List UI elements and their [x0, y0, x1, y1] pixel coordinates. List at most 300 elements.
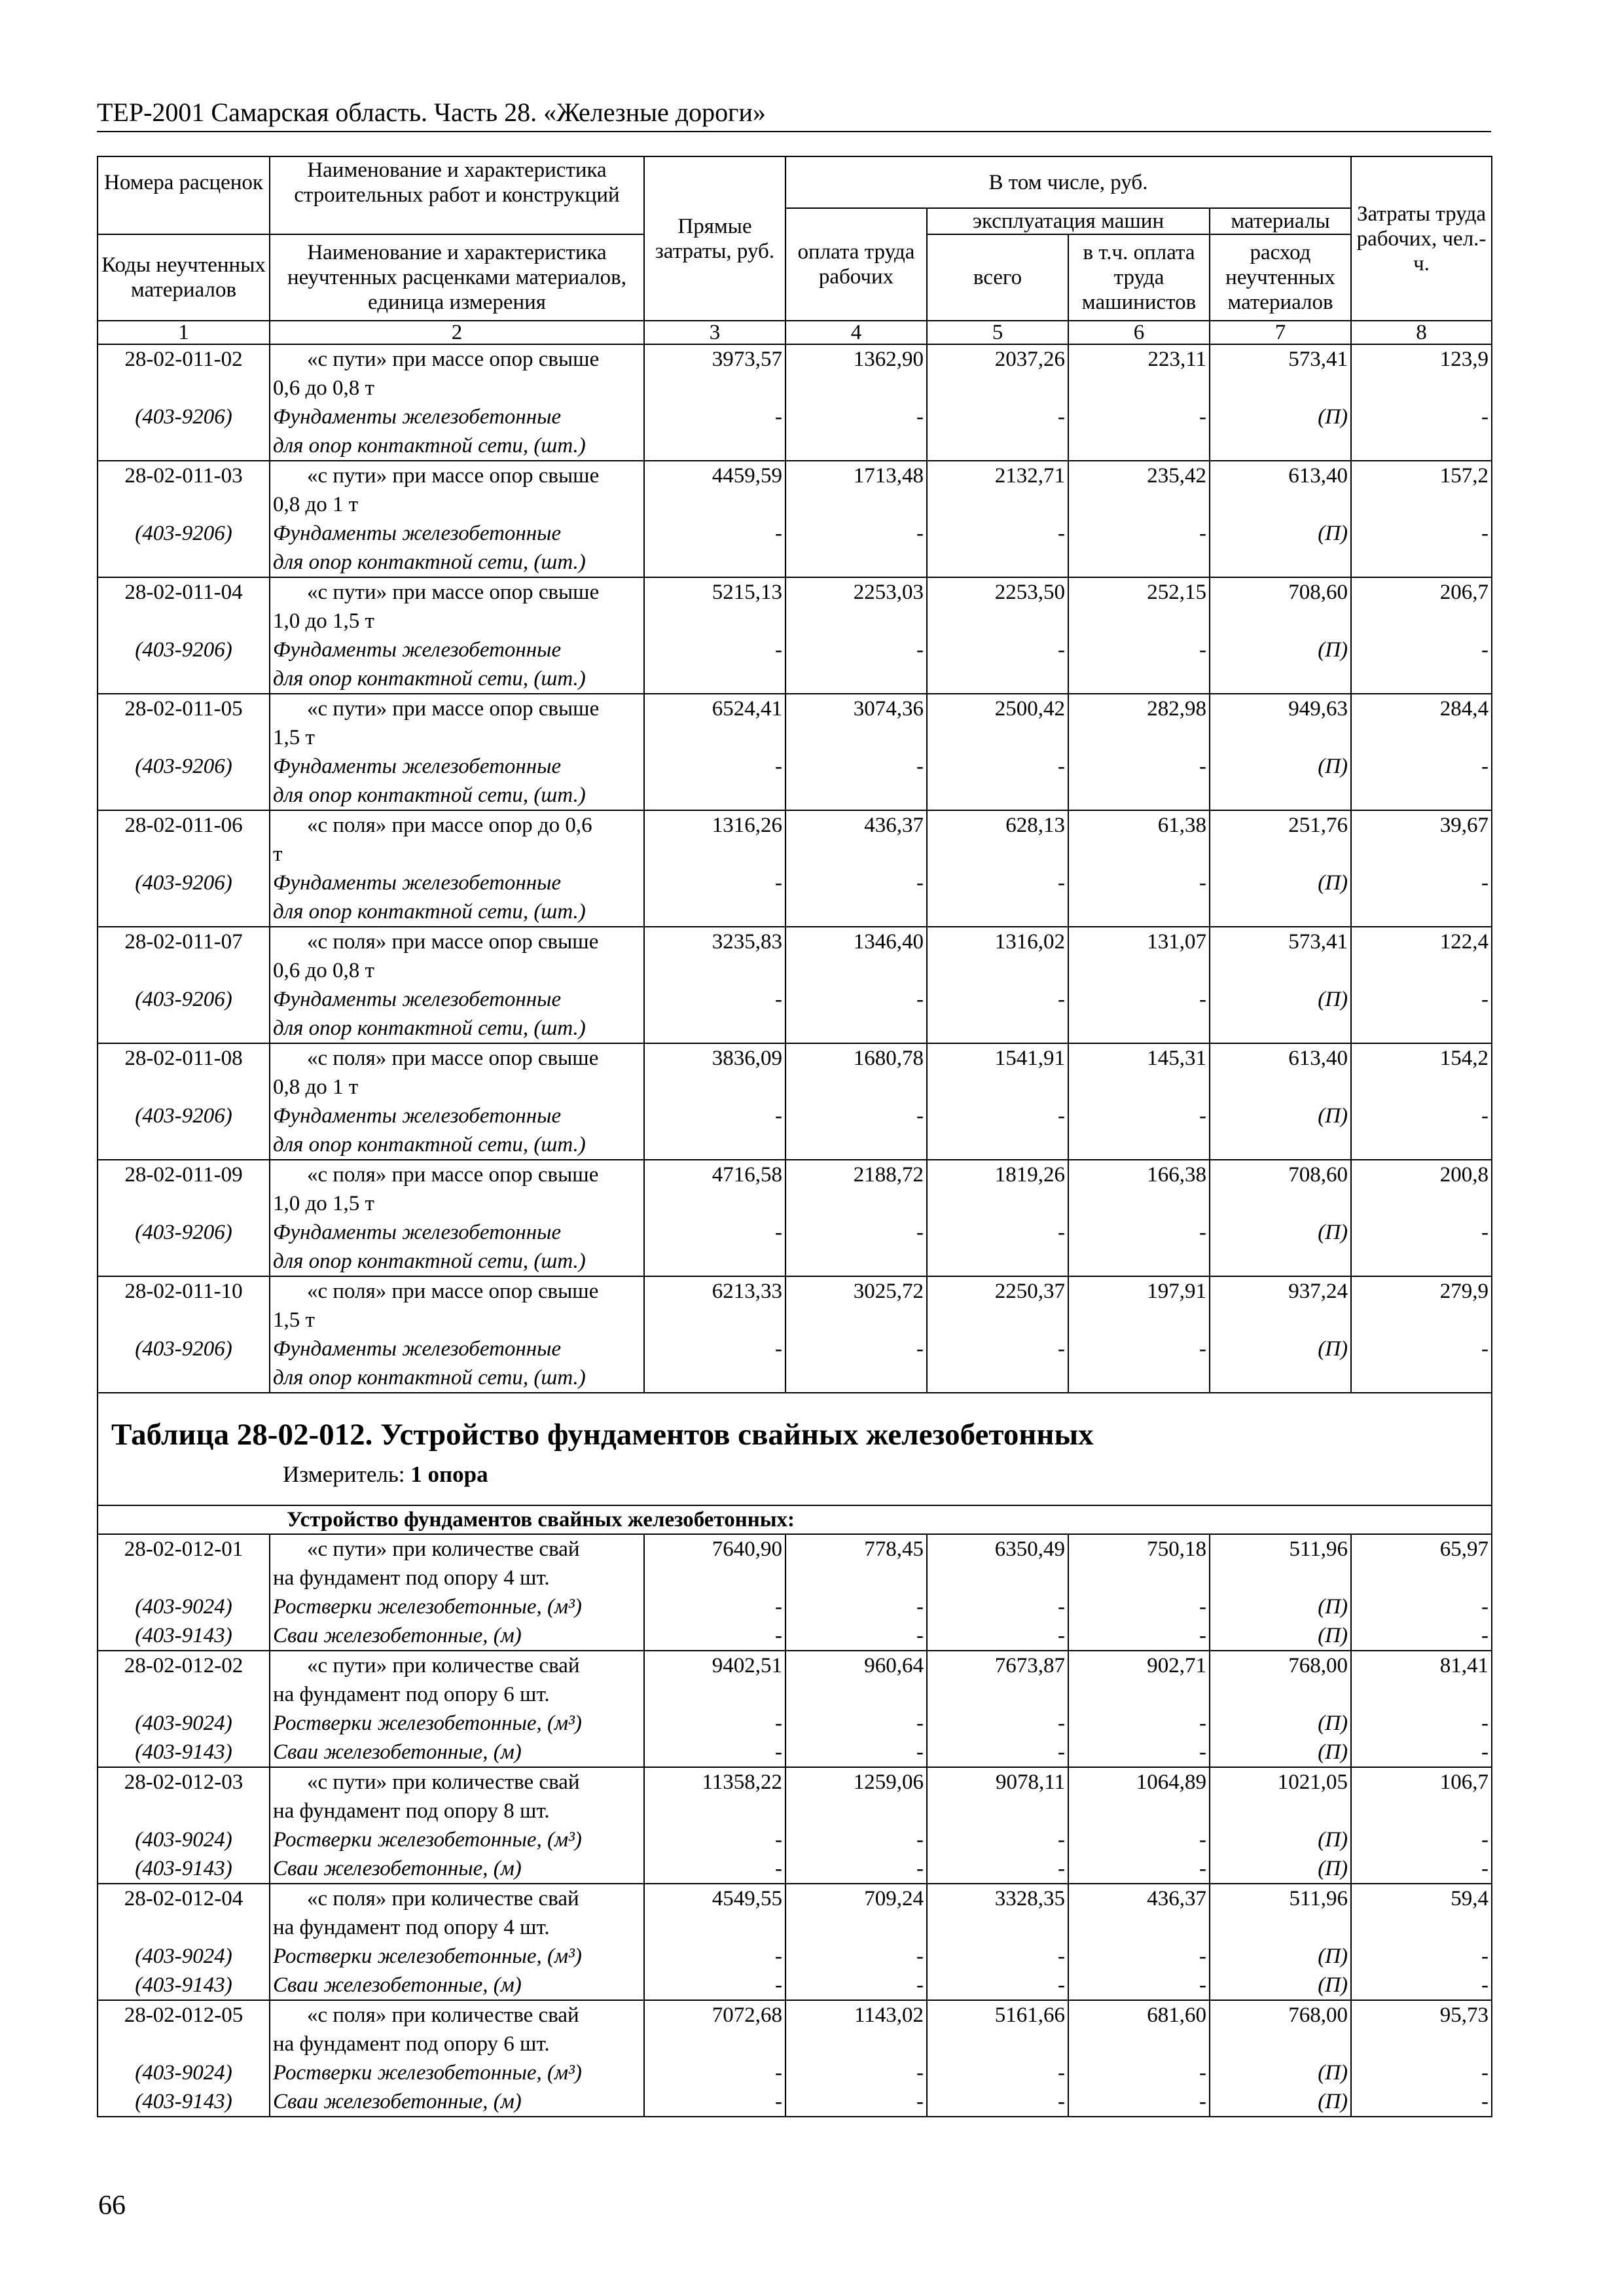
material-name: Ростверки железобетонные, (м³) — [273, 1945, 582, 1968]
spacer — [1354, 840, 1489, 869]
material-flag: (П) — [1318, 871, 1348, 895]
table-row — [98, 927, 1492, 1043]
rates-table — [97, 156, 1492, 2117]
spacer — [1354, 897, 1489, 926]
spacer — [1072, 1363, 1206, 1392]
material-name: Фундаменты железобетонные — [273, 638, 562, 662]
value: 6213,33 — [712, 1280, 782, 1303]
value: 2253,50 — [994, 581, 1065, 604]
rate-name-cont: 0,8 до 1 т — [273, 493, 359, 516]
value: 65,97 — [1439, 1537, 1489, 1561]
dash: - — [916, 1337, 924, 1361]
dash: - — [775, 1945, 782, 1968]
spacer — [101, 1247, 266, 1276]
table-title: Таблица 28-02-012. Устройство фундаментов свайных железобетонных — [111, 1418, 1094, 1452]
rate-code: 28-02-012-05 — [124, 2003, 244, 2027]
col-labor-pay: оплата труда рабочих — [785, 208, 927, 321]
spacer — [647, 1130, 782, 1159]
dash: - — [1058, 988, 1065, 1011]
spacer — [647, 1564, 782, 1592]
spacer — [1213, 897, 1348, 926]
table-row — [98, 1651, 1492, 1767]
value: 81,41 — [1439, 1654, 1489, 1677]
material-flag: (П) — [1318, 1337, 1348, 1361]
value-cell — [1210, 1276, 1351, 1393]
spacer — [789, 1014, 924, 1043]
col-name-top: Наименование и характеристика строительных работ и конструкций — [270, 156, 644, 208]
value-cell — [644, 1043, 785, 1160]
value: 2037,26 — [994, 348, 1065, 371]
col-num: 8 — [1351, 321, 1492, 344]
spacer — [101, 1073, 266, 1102]
material-name-cont: для опор контактной сети, (шт.) — [273, 1249, 586, 1273]
spacer — [1354, 723, 1489, 752]
spacer — [1213, 1247, 1348, 1276]
value: 573,41 — [1288, 348, 1348, 371]
material-code: (403-9206) — [135, 755, 232, 778]
dash: - — [916, 522, 924, 545]
col-machines-incl: в т.ч. оплата труда машинистов — [1068, 234, 1210, 321]
table-row — [98, 2000, 1492, 2117]
dash: - — [1058, 1857, 1065, 1880]
value-cell — [644, 1651, 785, 1767]
spacer — [1213, 1680, 1348, 1709]
value: 1143,02 — [854, 2003, 924, 2027]
spacer — [1354, 1130, 1489, 1159]
spacer — [101, 781, 266, 810]
spacer — [1213, 490, 1348, 519]
rate-name-cell — [270, 577, 644, 694]
rate-name-cell — [270, 1160, 644, 1276]
spacer — [647, 664, 782, 693]
spacer — [789, 1306, 924, 1335]
value-cell — [1351, 810, 1492, 927]
value-cell — [1068, 1884, 1210, 2000]
table-row — [98, 1767, 1492, 1884]
dash: - — [916, 1221, 924, 1244]
value: 1064,89 — [1136, 1770, 1206, 1794]
col-num: 4 — [785, 321, 927, 344]
value: 511,96 — [1289, 1537, 1348, 1561]
value: 251,76 — [1288, 814, 1348, 837]
spacer — [930, 1913, 1065, 1942]
value-cell — [1210, 1160, 1351, 1276]
value-cell — [1210, 1043, 1351, 1160]
spacer — [1354, 1073, 1489, 1102]
dash: - — [775, 1337, 782, 1361]
rate-code-cell — [98, 461, 270, 577]
value: 252,15 — [1147, 581, 1206, 604]
value-cell — [1210, 1534, 1351, 1651]
dash: - — [775, 871, 782, 895]
dash: - — [1058, 1945, 1065, 1968]
col-codes-spacer — [98, 208, 270, 234]
value-cell — [1068, 344, 1210, 461]
dash: - — [1481, 1595, 1489, 1619]
value-cell — [927, 1767, 1068, 1884]
value-cell — [927, 1276, 1068, 1393]
rate-name-cont: 1,0 до 1,5 т — [273, 609, 374, 633]
dash: - — [775, 405, 782, 429]
value: 197,91 — [1147, 1280, 1206, 1303]
spacer — [930, 431, 1065, 460]
dash: - — [775, 1828, 782, 1852]
col-materials: материалы — [1210, 208, 1351, 234]
table-row — [98, 1534, 1492, 1651]
value-cell — [1351, 1884, 1492, 2000]
spacer — [930, 490, 1065, 519]
rate-code: 28-02-011-09 — [124, 1163, 243, 1187]
rate-name: «с пути» при количестве свай — [307, 1654, 580, 1677]
value: 206,7 — [1439, 581, 1489, 604]
table-row — [98, 1160, 1492, 1276]
value: 200,8 — [1439, 1163, 1489, 1187]
dash: - — [1481, 1712, 1489, 1735]
measure-label: Измеритель: — [283, 1462, 405, 1487]
value-cell — [927, 1884, 1068, 2000]
material-name: Фундаменты железобетонные — [273, 988, 562, 1011]
rate-name-cont: т — [273, 842, 283, 866]
rate-code: 28-02-012-02 — [124, 1654, 244, 1677]
table-row — [98, 694, 1492, 810]
rate-code: 28-02-011-03 — [124, 464, 243, 488]
rate-name-cell — [270, 1276, 644, 1393]
value: 1259,06 — [853, 1770, 924, 1794]
value: 768,00 — [1288, 1654, 1348, 1677]
value-cell — [1210, 1651, 1351, 1767]
value: 123,9 — [1439, 348, 1489, 371]
value: 235,42 — [1147, 464, 1206, 488]
value-cell — [644, 1160, 785, 1276]
value-cell — [644, 1276, 785, 1393]
rate-name-cont: 1,0 до 1,5 т — [273, 1192, 374, 1215]
spacer — [647, 956, 782, 985]
col-num: 5 — [927, 321, 1068, 344]
rate-code-cell — [98, 1160, 270, 1276]
value-cell — [1351, 1043, 1492, 1160]
dash: - — [1058, 1104, 1065, 1128]
spacer — [930, 1189, 1065, 1218]
dash: - — [1058, 1595, 1065, 1619]
value: 223,11 — [1147, 348, 1206, 371]
table-row — [98, 1884, 1492, 2000]
rate-name-cell — [270, 1884, 644, 2000]
spacer — [1354, 1797, 1489, 1825]
spacer — [789, 548, 924, 577]
value: 937,24 — [1288, 1280, 1348, 1303]
spacer — [1072, 781, 1206, 810]
dash: - — [1199, 522, 1206, 545]
material-name: Фундаменты железобетонные — [273, 871, 562, 895]
material-code: (403-9206) — [135, 1104, 232, 1128]
material-code: (403-9206) — [135, 1221, 232, 1244]
material-code: (403-9143) — [135, 1857, 232, 1880]
value-cell — [1210, 810, 1351, 927]
value-cell — [1210, 927, 1351, 1043]
spacer — [1213, 1564, 1348, 1592]
value: 1819,26 — [994, 1163, 1065, 1187]
spacer — [647, 840, 782, 869]
rate-name-cont: 0,6 до 0,8 т — [273, 376, 374, 400]
spacer — [1354, 956, 1489, 985]
rate-code: 28-02-011-07 — [124, 930, 243, 954]
value: 3025,72 — [853, 1280, 924, 1303]
spacer — [647, 607, 782, 636]
spacer — [1213, 723, 1348, 752]
material-name-cont: для опор контактной сети, (шт.) — [273, 434, 586, 457]
spacer — [101, 956, 266, 985]
spacer — [1072, 1680, 1206, 1709]
spacer — [789, 897, 924, 926]
spacer — [101, 1130, 266, 1159]
value: 681,60 — [1147, 2003, 1206, 2027]
value-cell — [927, 1160, 1068, 1276]
value-cell — [1351, 344, 1492, 461]
dash: - — [1199, 1337, 1206, 1361]
spacer — [789, 840, 924, 869]
dash: - — [1481, 1857, 1489, 1880]
spacer — [1213, 840, 1348, 869]
value: 154,2 — [1439, 1047, 1489, 1070]
rate-code-cell — [98, 1884, 270, 2000]
table-title-cell — [98, 1393, 1492, 1505]
value-cell — [644, 577, 785, 694]
spacer — [1354, 1363, 1489, 1392]
value: 122,4 — [1439, 930, 1489, 954]
dash: - — [1058, 1973, 1065, 1997]
value-cell — [785, 1884, 927, 2000]
value: 4716,58 — [712, 1163, 782, 1187]
spacer — [930, 897, 1065, 926]
spacer — [789, 374, 924, 403]
value: 4459,59 — [712, 464, 782, 488]
spacer — [1072, 897, 1206, 926]
spacer — [647, 897, 782, 926]
dash: - — [1199, 1945, 1206, 1968]
dash: - — [1058, 755, 1065, 778]
rate-name: «с пути» при массе опор свыше — [307, 581, 600, 604]
rate-code: 28-02-011-10 — [124, 1280, 243, 1303]
value: 1346,40 — [853, 930, 924, 954]
spacer — [101, 374, 266, 403]
dash: - — [916, 1712, 924, 1735]
rate-name: «с поля» при количестве свай — [307, 2003, 579, 2027]
dash: - — [1058, 1740, 1065, 1764]
dash: - — [1481, 1104, 1489, 1128]
spacer — [1354, 1913, 1489, 1942]
value-cell — [644, 694, 785, 810]
spacer — [789, 1564, 924, 1592]
value-cell — [927, 1043, 1068, 1160]
dash: - — [1481, 871, 1489, 895]
value-cell — [785, 1043, 927, 1160]
spacer — [1072, 2030, 1206, 2058]
value: 6350,49 — [994, 1537, 1065, 1561]
value: 131,07 — [1147, 930, 1206, 954]
material-flag: (П) — [1318, 638, 1348, 662]
value-cell — [644, 1884, 785, 2000]
value: 95,73 — [1439, 2003, 1489, 2027]
spacer — [930, 1363, 1065, 1392]
value-cell — [1068, 577, 1210, 694]
spacer — [1072, 1564, 1206, 1592]
col-codes-top: Номера расценок — [98, 156, 270, 208]
dash: - — [1058, 638, 1065, 662]
dash: - — [916, 1857, 924, 1880]
value-cell — [1351, 1767, 1492, 1884]
value-cell — [1068, 694, 1210, 810]
dash: - — [1481, 1740, 1489, 1764]
dash: - — [775, 1624, 782, 1647]
spacer — [1072, 431, 1206, 460]
dash: - — [916, 988, 924, 1011]
dash: - — [775, 638, 782, 662]
material-name: Фундаменты железобетонные — [273, 1221, 562, 1244]
column-number-row — [98, 321, 1492, 344]
spacer — [647, 1797, 782, 1825]
dash: - — [916, 755, 924, 778]
rate-name-cell — [270, 2000, 644, 2117]
spacer — [647, 374, 782, 403]
spacer — [1354, 1680, 1489, 1709]
value: 768,00 — [1288, 2003, 1348, 2027]
value-cell — [1210, 694, 1351, 810]
dash: - — [1199, 1221, 1206, 1244]
value-cell — [1068, 1276, 1210, 1393]
value-cell — [1351, 461, 1492, 577]
value-cell — [785, 1276, 927, 1393]
dash: - — [916, 1945, 924, 1968]
table-row — [98, 461, 1492, 577]
spacer — [1072, 840, 1206, 869]
spacer — [1072, 1014, 1206, 1043]
material-flag: (П) — [1318, 2090, 1348, 2113]
dash: - — [916, 1595, 924, 1619]
material-flag: (П) — [1318, 405, 1348, 429]
dash: - — [1481, 988, 1489, 1011]
dash: - — [1199, 1828, 1206, 1852]
spacer — [1072, 1130, 1206, 1159]
value-cell — [1068, 1767, 1210, 1884]
spacer — [647, 1073, 782, 1102]
spacer — [1072, 548, 1206, 577]
material-code: (403-9143) — [135, 1973, 232, 1997]
dash: - — [1199, 1104, 1206, 1128]
value: 2250,37 — [994, 1280, 1065, 1303]
dash: - — [775, 755, 782, 778]
table-row — [98, 577, 1492, 694]
spacer — [789, 607, 924, 636]
col-materials-sub: расход неучтенных материалов — [1210, 234, 1351, 321]
rate-name: «с поля» при массе опор свыше — [307, 1280, 599, 1303]
spacer — [1213, 607, 1348, 636]
spacer — [930, 1130, 1065, 1159]
value: 1713,48 — [853, 464, 924, 488]
value: 708,60 — [1288, 581, 1348, 604]
dash: - — [916, 1624, 924, 1647]
material-name-cont: для опор контактной сети, (шт.) — [273, 667, 586, 691]
dash: - — [1058, 405, 1065, 429]
page-header: ТЕР-2001 Самарская область. Часть 28. «Железные дороги» — [97, 98, 766, 127]
spacer — [1354, 1014, 1489, 1043]
dash: - — [775, 1857, 782, 1880]
dash: - — [775, 2061, 782, 2085]
spacer — [647, 723, 782, 752]
dash: - — [1481, 638, 1489, 662]
spacer — [1072, 956, 1206, 985]
dash: - — [775, 1740, 782, 1764]
value: 11358,22 — [702, 1770, 782, 1794]
value-cell — [785, 810, 927, 927]
material-name-cont: для опор контактной сети, (шт.) — [273, 550, 586, 574]
dash: - — [1481, 755, 1489, 778]
spacer — [1072, 1247, 1206, 1276]
value: 2188,72 — [853, 1163, 924, 1187]
rate-name-cont: 1,5 т — [273, 1308, 315, 1332]
value: 59,4 — [1451, 1887, 1489, 1910]
spacer — [101, 1363, 266, 1392]
spacer — [647, 1680, 782, 1709]
material-flag: (П) — [1318, 1595, 1348, 1619]
material-code: (403-9206) — [135, 405, 232, 429]
value-cell — [1068, 1651, 1210, 1767]
rate-code-cell — [98, 1767, 270, 1884]
dash: - — [1481, 1624, 1489, 1647]
dash: - — [1199, 1624, 1206, 1647]
spacer — [101, 490, 266, 519]
spacer — [1354, 781, 1489, 810]
material-name: Фундаменты железобетонные — [273, 755, 562, 778]
value: 279,9 — [1439, 1280, 1489, 1303]
material-code: (403-9143) — [135, 2090, 232, 2113]
rate-name-cell — [270, 694, 644, 810]
material-code: (403-9206) — [135, 871, 232, 895]
col-machines-total: всего — [927, 234, 1068, 321]
value-cell — [927, 694, 1068, 810]
rate-name-cell — [270, 461, 644, 577]
material-name: Ростверки железобетонные, (м³) — [273, 2061, 582, 2085]
spacer — [1354, 1189, 1489, 1218]
dash: - — [775, 1712, 782, 1735]
value-cell — [1351, 577, 1492, 694]
spacer — [1213, 1913, 1348, 1942]
value-cell — [785, 1160, 927, 1276]
material-flag: (П) — [1318, 755, 1348, 778]
dash: - — [1058, 1221, 1065, 1244]
spacer — [101, 1680, 266, 1709]
rate-name-cell — [270, 1767, 644, 1884]
rate-name: «с пути» при количестве свай — [307, 1537, 580, 1561]
spacer — [1213, 548, 1348, 577]
spacer — [1213, 664, 1348, 693]
spacer — [1213, 2030, 1348, 2058]
col-codes-bottom: Коды неучтенных материалов — [98, 234, 270, 321]
header-row-2 — [98, 208, 1492, 234]
spacer — [789, 1130, 924, 1159]
value-cell — [927, 810, 1068, 927]
spacer — [1354, 431, 1489, 460]
value-cell — [1210, 344, 1351, 461]
material-name: Фундаменты железобетонные — [273, 522, 562, 545]
spacer — [1354, 548, 1489, 577]
value-cell — [1068, 810, 1210, 927]
value-cell — [1351, 1276, 1492, 1393]
spacer — [1213, 1189, 1348, 1218]
value-cell — [785, 1767, 927, 1884]
spacer — [930, 1247, 1065, 1276]
value: 282,98 — [1147, 697, 1206, 721]
rate-code: 28-02-011-06 — [124, 814, 243, 837]
